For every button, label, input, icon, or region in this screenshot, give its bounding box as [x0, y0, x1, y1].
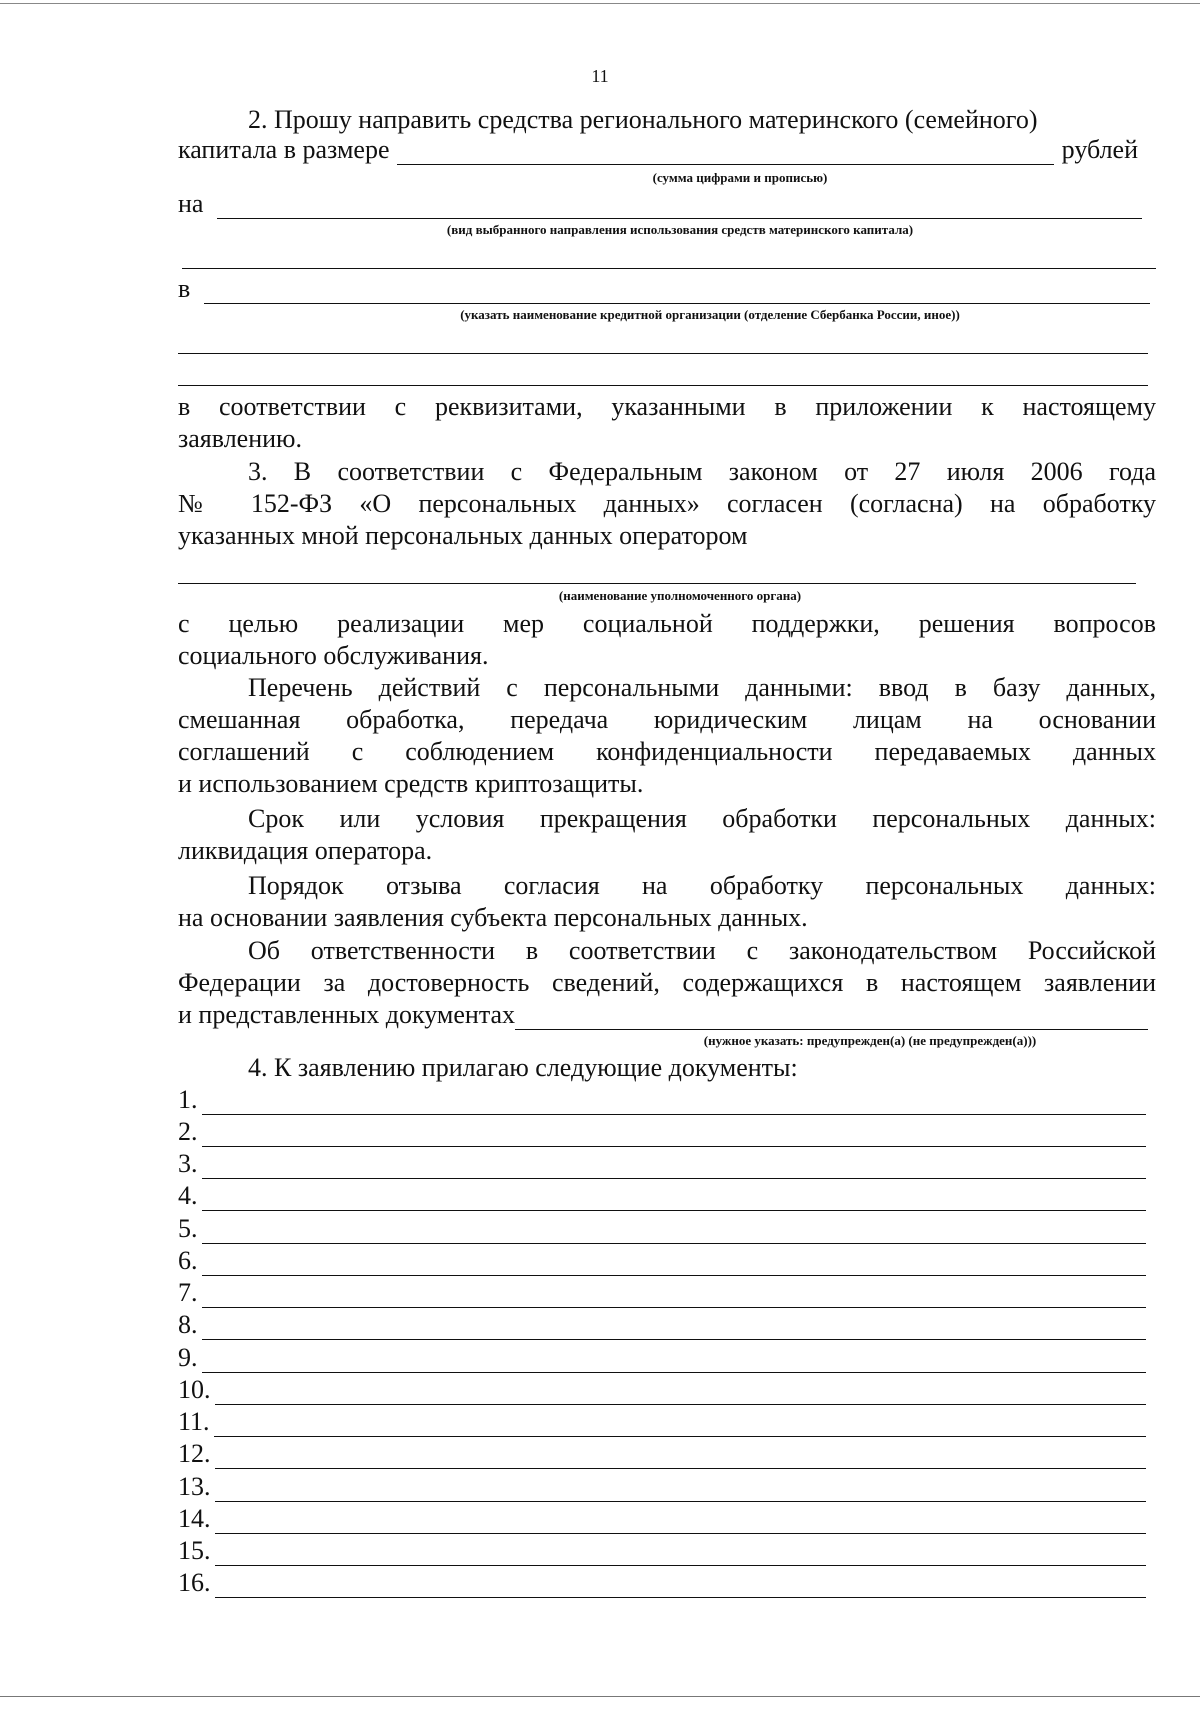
scan-edge-top — [0, 3, 1200, 4]
list-item-number: 1. — [178, 1085, 198, 1114]
list-item-number: 10. — [178, 1375, 211, 1404]
rubles-label: рублей — [1061, 135, 1138, 164]
attachment-field[interactable] — [202, 1253, 1147, 1276]
list-item — [178, 1244, 1146, 1276]
direction-row — [178, 189, 1150, 219]
list-item-number: 5. — [178, 1214, 198, 1243]
direction-field[interactable] — [217, 194, 1142, 219]
capital-label: капитала в размере — [178, 135, 390, 164]
attachment-field[interactable] — [215, 1382, 1147, 1405]
amount-caption: (сумма цифрами и прописью) — [652, 170, 828, 185]
actions-line4: и использованием средств криптозащиты. — [178, 769, 644, 798]
item4-title: 4. К заявлению прилагаю следующие документы: — [248, 1053, 798, 1082]
warning-field[interactable] — [515, 1005, 1148, 1030]
page-number: 11 — [591, 66, 609, 86]
attachment-field[interactable] — [202, 1317, 1147, 1340]
list-item — [178, 1470, 1146, 1502]
attachment-field[interactable] — [202, 1221, 1147, 1244]
list-item-number: 7. — [178, 1278, 198, 1307]
attachment-field[interactable] — [215, 1511, 1147, 1534]
attachment-field[interactable] — [215, 1575, 1147, 1598]
attachment-field[interactable] — [202, 1124, 1147, 1147]
list-item — [178, 1341, 1146, 1373]
list-item-number: 3. — [178, 1149, 198, 1178]
bank-row — [178, 274, 1158, 304]
attachment-field[interactable] — [202, 1156, 1147, 1179]
list-item — [178, 1308, 1146, 1340]
direction-caption: (вид выбранного направления использования средств материнского капитала) — [446, 222, 914, 237]
requisites-line1: в соответствии с реквизитами, указанными в приложении к настоящему — [178, 392, 1156, 421]
attachment-field[interactable] — [202, 1350, 1147, 1373]
list-item-number: 16. — [178, 1568, 211, 1597]
list-item-number: 11. — [178, 1407, 210, 1436]
item2-line1: 2. Прошу направить средства регионального материнского (семейного) — [248, 105, 1038, 134]
attachment-field[interactable] — [202, 1188, 1147, 1211]
actions-line1: Перечень действий с персональными данными: ввод в базу данных, — [248, 673, 1156, 702]
list-item-number: 4. — [178, 1181, 198, 1210]
resp-row — [178, 1000, 1148, 1030]
list-item-number: 15. — [178, 1536, 211, 1565]
item3-line1: 3. В соответствии с Федеральным законом от 27 июля 2006 года — [248, 457, 1156, 486]
resp-line1: Об ответственности в соответствии с законодательством Российской — [248, 936, 1156, 965]
list-item-number: 14. — [178, 1504, 211, 1533]
attachment-field[interactable] — [214, 1414, 1146, 1437]
list-item — [178, 1534, 1146, 1566]
bank-caption: (указать наименование кредитной организации (отделение Сбербанка России, иное)) — [460, 307, 960, 322]
term-line2: ликвидация оператора. — [178, 836, 433, 865]
resp-line3: и представленных документах — [178, 1000, 516, 1029]
bank-field[interactable] — [204, 279, 1150, 304]
operator-field[interactable] — [178, 583, 1136, 584]
list-item — [178, 1115, 1146, 1147]
amount-field[interactable] — [397, 140, 1053, 165]
list-item-number: 9. — [178, 1343, 198, 1372]
attachment-field[interactable] — [202, 1092, 1147, 1115]
list-item — [178, 1276, 1146, 1308]
list-item — [178, 1405, 1146, 1437]
list-item — [178, 1179, 1146, 1211]
item3-line2: № 152-ФЗ «О персональных данных» согласен (согласна) на обработку — [178, 489, 1156, 518]
operator-caption: (наименование уполномоченного органа) — [558, 588, 802, 603]
list-item-number: 13. — [178, 1472, 211, 1501]
purpose-line1: с целью реализации мер социальной поддержки, решения вопросов — [178, 609, 1156, 638]
scan-edge-bottom — [0, 1696, 1200, 1697]
bank-field-3[interactable] — [178, 385, 1148, 386]
list-item-number: 2. — [178, 1117, 198, 1146]
revoke-line2: на основании заявления субъекта персональных данных. — [178, 903, 808, 932]
term-line1: Срок или условия прекращения обработки персональных данных: — [248, 804, 1156, 833]
bank-field-2[interactable] — [178, 353, 1148, 354]
list-item-number: 6. — [178, 1246, 198, 1275]
list-item — [178, 1083, 1146, 1115]
attachment-field[interactable] — [215, 1543, 1147, 1566]
direction-field-2[interactable] — [182, 268, 1156, 269]
item3-line3: указанных мной персональных данных оператором — [178, 521, 748, 550]
v-label: в — [178, 274, 191, 303]
attachment-field[interactable] — [215, 1479, 1147, 1502]
purpose-line2: социального обслуживания. — [178, 641, 489, 670]
attachment-field[interactable] — [202, 1285, 1147, 1308]
revoke-line1: Порядок отзыва согласия на обработку персональных данных: — [248, 871, 1156, 900]
capital-amount-row — [178, 135, 1138, 165]
list-item — [178, 1147, 1146, 1179]
resp-line2: Федерации за достоверность сведений, содержащихся в настоящем заявлении — [178, 968, 1156, 997]
list-item — [178, 1437, 1146, 1469]
actions-line2: смешанная обработка, передача юридическим лицам на основании — [178, 705, 1156, 734]
list-item — [178, 1212, 1146, 1244]
list-item — [178, 1502, 1146, 1534]
attachment-field[interactable] — [215, 1446, 1147, 1469]
list-item — [178, 1566, 1146, 1598]
requisites-line2: заявлению. — [178, 424, 302, 453]
list-item-number: 12. — [178, 1439, 211, 1468]
list-item-number: 8. — [178, 1310, 198, 1339]
list-item — [178, 1373, 1146, 1405]
na-label: на — [178, 189, 204, 218]
warning-caption: (нужное указать: предупрежден(а) (не предупрежден(а))) — [703, 1033, 1037, 1048]
actions-line3: соглашений с соблюдением конфиденциальности передаваемых данных — [178, 737, 1156, 766]
